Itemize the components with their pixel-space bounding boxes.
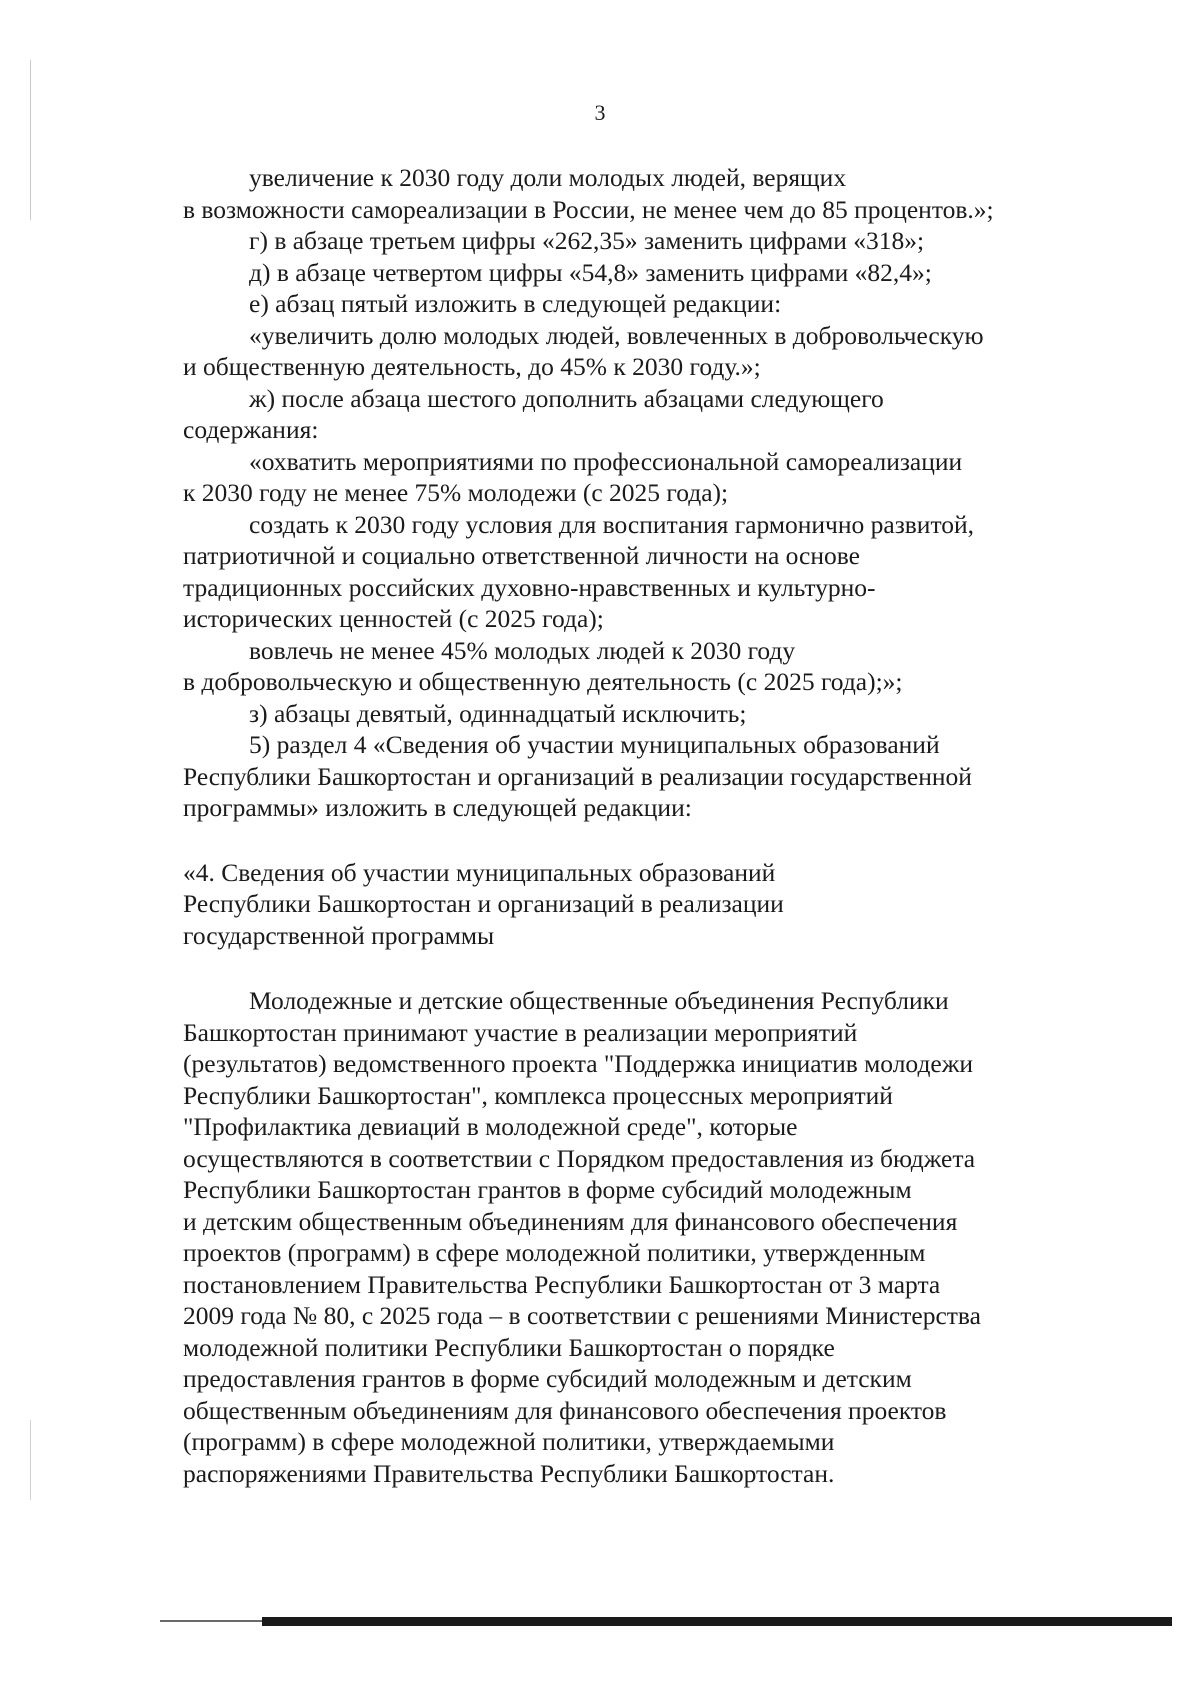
paragraph-line: (результатов) ведомственного проекта "Поддержка инициатив молодежи xyxy=(183,1049,974,1078)
heading-line: государственной программы xyxy=(183,920,495,950)
paragraph-line: общественным объединениям для финансового обеспечения проектов xyxy=(183,1395,947,1425)
paragraph-line: исторических ценностей (с 2025 года); xyxy=(183,604,604,633)
section-heading xyxy=(183,857,1087,952)
scan-edge-mark xyxy=(30,1420,31,1500)
paragraph-line: к 2030 году не менее 75% молодежи (с 2025 года); xyxy=(183,478,729,507)
heading-line: «4. Сведения об участии муниципальных образований xyxy=(183,857,776,887)
section-paragraph xyxy=(183,985,1087,1489)
paragraph-line: проектов (программ) в сфере молодежной политики, утвержденным xyxy=(183,1238,926,1267)
paragraph-line: 5) раздел 4 «Сведения об участии муниципальных образований xyxy=(249,730,940,759)
paragraph-line: Республики Башкортостан и организаций в реализации государственной xyxy=(183,761,972,791)
amendment-list xyxy=(183,162,1087,824)
paragraph-line: в возможности самореализации в России, не менее чем до 85 процентов.»; xyxy=(183,194,994,224)
paragraph-line: предоставления грантов в форме субсидий молодежным и детским xyxy=(183,1364,912,1393)
paragraph-line: 2009 года № 80, с 2025 года – в соответствии с решениями Министерства xyxy=(183,1301,981,1330)
scan-edge-mark xyxy=(30,60,31,220)
scan-bottom-bar xyxy=(262,1617,1172,1626)
paragraph-line: вовлечь не менее 45% молодых людей к 2030 году xyxy=(249,635,796,665)
paragraph-line: Республики Башкортостан", комплекса процессных мероприятий xyxy=(183,1080,893,1110)
paragraph-line: увеличение к 2030 году доли молодых людей, верящих xyxy=(249,163,847,192)
heading-line: Республики Башкортостан и организаций в реализации xyxy=(183,889,784,918)
paragraph-line: и общественную деятельность, до 45% к 2030 году.»; xyxy=(183,352,761,381)
paragraph-line: Республики Башкортостан грантов в форме субсидий молодежным xyxy=(183,1175,912,1204)
paragraph-line: г) в абзаце третьем цифры «262,35» заменить цифрами «318»; xyxy=(249,226,925,255)
paragraph-line: традиционных российских духовно-нравственных и культурно- xyxy=(183,572,876,602)
paragraph-line: в добровольческую и общественную деятельность (с 2025 года);»; xyxy=(183,667,903,696)
paragraph-line: «увеличить долю молодых людей, вовлеченных в добровольческую xyxy=(249,320,984,350)
paragraph-line: е) абзац пятый изложить в следующей редакции: xyxy=(249,289,782,318)
paragraph-line: молодежной политики Республики Башкортостан о порядке xyxy=(183,1332,835,1362)
scan-bottom-line xyxy=(160,1620,270,1622)
page-number: 3 xyxy=(594,100,606,125)
paragraph-line: патриотичной и социально ответственной личности на основе xyxy=(183,541,860,570)
paragraph-line: з) абзацы девятый, одиннадцатый исключить; xyxy=(249,698,747,728)
paragraph-line: "Профилактика девиаций в молодежной среде", которые xyxy=(183,1112,798,1141)
paragraph-line: Башкортостан принимают участие в реализации мероприятий xyxy=(183,1017,858,1047)
paragraph-line: постановлением Правительства Республики Башкортостан от 3 марта xyxy=(183,1269,941,1299)
paragraph-line: д) в абзаце четвертом цифры «54,8» заменить цифрами «82,4»; xyxy=(249,257,932,287)
paragraph-line: ж) после абзаца шестого дополнить абзацами следующего xyxy=(249,383,884,413)
paragraph-line: и детским общественным объединениям для финансового обеспечения xyxy=(183,1206,958,1236)
paragraph-line: создать к 2030 году условия для воспитания гармонично развитой, xyxy=(249,509,975,539)
paragraph-line: содержания: xyxy=(183,415,319,444)
paragraph-line: программы» изложить в следующей редакции: xyxy=(183,793,692,822)
paragraph-line: Молодежные и детские общественные объединения Республики xyxy=(249,986,949,1015)
paragraph-line: распоряжениями Правительства Республики Башкортостан. xyxy=(183,1458,835,1488)
paragraph-line: «охватить мероприятиями по профессиональной самореализации xyxy=(249,446,963,476)
paragraph-line: осуществляются в соответствии с Порядком предоставления из бюджета xyxy=(183,1143,976,1173)
paragraph-line: (программ) в сфере молодежной политики, утверждаемыми xyxy=(183,1427,835,1456)
document-body xyxy=(183,162,1087,1489)
